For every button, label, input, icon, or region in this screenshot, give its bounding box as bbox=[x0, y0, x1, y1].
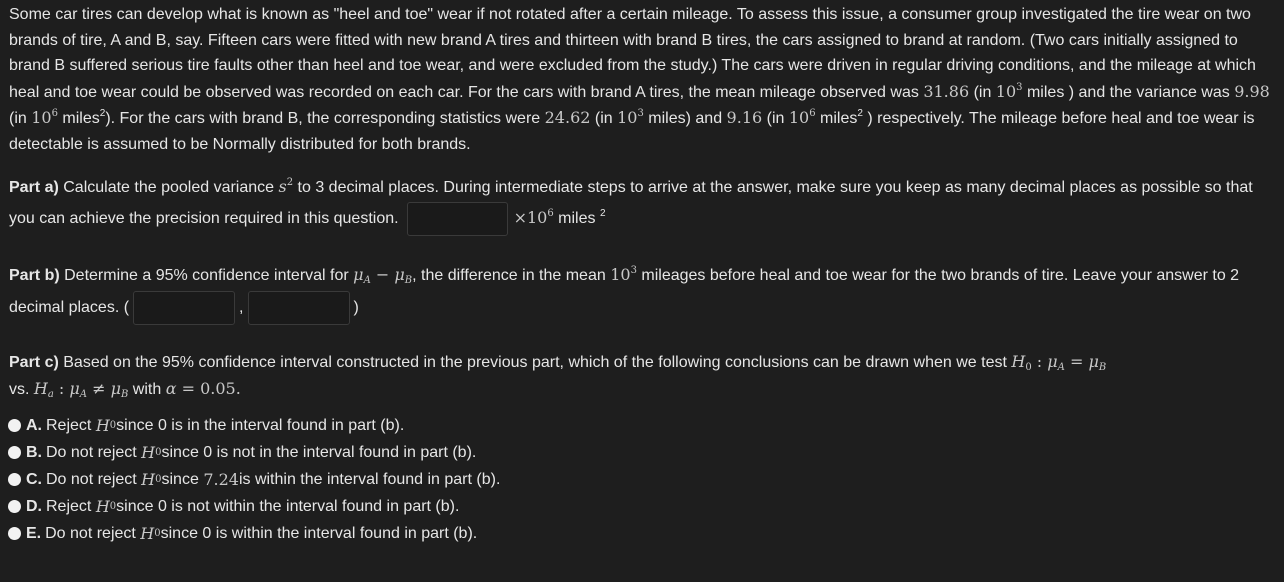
option-text: is within the interval found in part (b). bbox=[238, 470, 501, 488]
part-c-text: vs. bbox=[9, 380, 34, 398]
mu-symbol: μ bbox=[110, 378, 121, 398]
option-text: since bbox=[161, 470, 199, 488]
intro-paragraph bbox=[9, 2, 1277, 157]
subscript: B bbox=[1098, 362, 1107, 373]
unit-text: (in bbox=[969, 83, 996, 101]
option-text: Reject bbox=[46, 497, 92, 515]
part-c bbox=[9, 349, 1277, 402]
mu-symbol: μ bbox=[1088, 352, 1099, 371]
part-b-label: Part b) bbox=[9, 267, 60, 284]
subscript: a bbox=[47, 388, 54, 400]
h-symbol: H bbox=[140, 523, 155, 543]
unit-base: 10 bbox=[610, 265, 631, 284]
unit-text: miles) and bbox=[643, 110, 727, 127]
pooled-variance-input[interactable] bbox=[407, 202, 508, 236]
radio-icon[interactable] bbox=[8, 500, 21, 513]
h-symbol: H bbox=[1011, 352, 1026, 371]
mean-a: 31.86 bbox=[923, 81, 970, 101]
option-text: since 0 is within the interval found in part (b). bbox=[160, 524, 478, 542]
equals-sign: = bbox=[176, 378, 201, 398]
h-symbol: H bbox=[95, 496, 110, 516]
part-c-label: Part c) bbox=[9, 354, 59, 371]
option-text: Do not reject bbox=[46, 470, 137, 488]
option-d[interactable]: D. Reject H 0 since 0 is not within the interval found in part (b). bbox=[8, 493, 1277, 520]
unit-text: (in bbox=[762, 110, 789, 127]
mu-symbol: μ bbox=[69, 378, 80, 398]
option-letter: D. bbox=[26, 497, 42, 515]
part-c-text: with bbox=[128, 380, 166, 398]
variance-b: 9.16 bbox=[726, 108, 763, 127]
variance-a: 9.98 bbox=[1234, 81, 1270, 101]
equals-sign: = bbox=[1064, 352, 1089, 371]
option-text: since 0 is not in the interval found in part (b). bbox=[161, 443, 477, 461]
alpha-value: 0.05 bbox=[200, 378, 236, 398]
unit-base: 10 bbox=[995, 81, 1017, 101]
option-number: 7.24 bbox=[203, 469, 239, 489]
option-text: since 0 is not within the interval found in part (b). bbox=[116, 497, 460, 515]
option-letter: C. bbox=[26, 470, 42, 488]
subscript: A bbox=[363, 275, 371, 286]
alpha-symbol: α bbox=[165, 378, 177, 398]
part-b bbox=[9, 260, 1277, 325]
part-a-label: Part a) bbox=[9, 179, 59, 196]
colon: : bbox=[1031, 352, 1048, 371]
part-b-text: , the difference in the mean bbox=[412, 267, 611, 284]
h-symbol: H bbox=[141, 469, 156, 489]
mean-b: 24.62 bbox=[544, 108, 591, 127]
option-text: Do not reject bbox=[45, 524, 136, 542]
unit-base: 10 bbox=[526, 208, 548, 228]
part-a bbox=[9, 173, 1277, 236]
option-text: since 0 is in the interval found in part (b). bbox=[116, 416, 405, 434]
option-a[interactable]: A. Reject H 0 since 0 is in the interval found in part (b). bbox=[8, 412, 1277, 439]
unit-text: (in bbox=[590, 110, 618, 127]
unit-exp: 3 bbox=[1016, 81, 1023, 93]
unit-times: × bbox=[513, 208, 527, 228]
subscript: 0 bbox=[1025, 362, 1032, 373]
h-symbol: H bbox=[95, 415, 110, 435]
unit-text: (in bbox=[9, 110, 32, 127]
radio-icon[interactable] bbox=[8, 419, 21, 432]
question-content bbox=[9, 2, 1277, 547]
not-equals-sign: ≠ bbox=[87, 378, 111, 398]
unit-base: 10 bbox=[31, 108, 52, 127]
unit-exp: 6 bbox=[809, 108, 816, 119]
period: . bbox=[235, 378, 241, 398]
option-c[interactable]: C. Do not reject H 0 since 7.24 is within the interval found in part (b). bbox=[8, 466, 1277, 493]
close-paren: ) bbox=[353, 299, 359, 317]
unit-base: 10 bbox=[617, 108, 638, 127]
unit-exp: 3 bbox=[630, 265, 637, 276]
h-symbol: H bbox=[141, 442, 156, 462]
h-symbol: H bbox=[33, 378, 48, 398]
option-letter: E. bbox=[26, 524, 42, 542]
part-b-text: mileages before heal and toe wear for the two brands of tire. Leave your answer to 2 decimal places. ( bbox=[9, 267, 1240, 317]
part-a-text: to 3 decimal places. During intermediate steps to arrive at the answer, make sure you keep as many decimal places as possible so that you can achieve the precision required in this question. bbox=[9, 179, 1253, 228]
unit-exp: 2 bbox=[286, 177, 294, 188]
unit-text: ). For the cars with brand B, the corresponding statistics were bbox=[105, 110, 541, 127]
unit-text: miles ) and the variance was bbox=[1022, 83, 1235, 101]
option-e[interactable]: E. Do not reject H 0 since 0 is within the interval found in part (b). bbox=[8, 520, 1277, 547]
option-letter: B. bbox=[26, 443, 42, 461]
option-text: Do not reject bbox=[46, 443, 137, 461]
intro-text: Some car tires can develop what is known as "heel and toe" wear if not rotated after a certain mileage. To assess this issue, a consumer group investigated the tire wear on two brands of tire, A and B, say. Fifteen cars were fitted with new brand A tires and thirteen with brand B tires, the cars assigned to brand at random. (Two cars initially assigned to brand B suffered serious tire faults other than heel and toe wear, and were excluded from the study.) The cars were driven in regular driving conditions, and the mileage at which heal and toe wear could be observed was recorded on each car. For the cars with brand A tires, the mean mileage observed was bbox=[9, 6, 1256, 101]
unit-exp: 6 bbox=[51, 108, 58, 119]
unit-text: miles bbox=[553, 210, 600, 228]
ci-upper-input[interactable] bbox=[248, 291, 350, 325]
unit-exp: 3 bbox=[637, 108, 644, 119]
subscript: B bbox=[121, 388, 129, 400]
radio-icon[interactable] bbox=[8, 446, 21, 459]
unit-exp: 2 bbox=[599, 208, 606, 220]
part-a-text: Calculate the pooled variance bbox=[58, 179, 279, 196]
minus-sign: − bbox=[370, 265, 395, 284]
option-letter: A. bbox=[26, 416, 42, 434]
part-c-text: Based on the 95% confidence interval constructed in the previous part, which of the following conclusions can be drawn when we test bbox=[58, 354, 1012, 371]
ci-lower-input[interactable] bbox=[133, 291, 235, 325]
radio-icon[interactable] bbox=[8, 473, 21, 486]
answer-options bbox=[9, 412, 1277, 547]
option-text: Reject bbox=[46, 416, 92, 434]
colon: : bbox=[53, 378, 70, 398]
mu-symbol: μ bbox=[394, 265, 405, 284]
intro-tail: ) respectively. The mileage before heal and toe wear is detectable is assumed to be Normally distributed for both brands. bbox=[9, 110, 1255, 153]
mu-symbol: μ bbox=[353, 265, 364, 284]
subscript: A bbox=[1057, 362, 1065, 373]
unit-exp: 2 bbox=[99, 108, 106, 119]
unit-exp: 6 bbox=[547, 208, 554, 220]
subscript: B bbox=[404, 275, 413, 286]
unit-exp: 2 bbox=[857, 108, 863, 119]
part-b-text: Determine a 95% confidence interval for bbox=[59, 267, 354, 284]
option-b[interactable]: B. Do not reject H 0 since 0 is not in the interval found in part (b). bbox=[8, 439, 1277, 466]
unit-text: miles bbox=[815, 110, 858, 127]
unit-base: 10 bbox=[788, 108, 810, 127]
pooled-variance-symbol: s bbox=[278, 177, 287, 196]
subscript: A bbox=[79, 388, 88, 400]
mu-symbol: μ bbox=[1047, 352, 1058, 371]
comma: , bbox=[239, 299, 244, 317]
unit-text: miles bbox=[57, 110, 100, 127]
radio-icon[interactable] bbox=[8, 527, 21, 540]
